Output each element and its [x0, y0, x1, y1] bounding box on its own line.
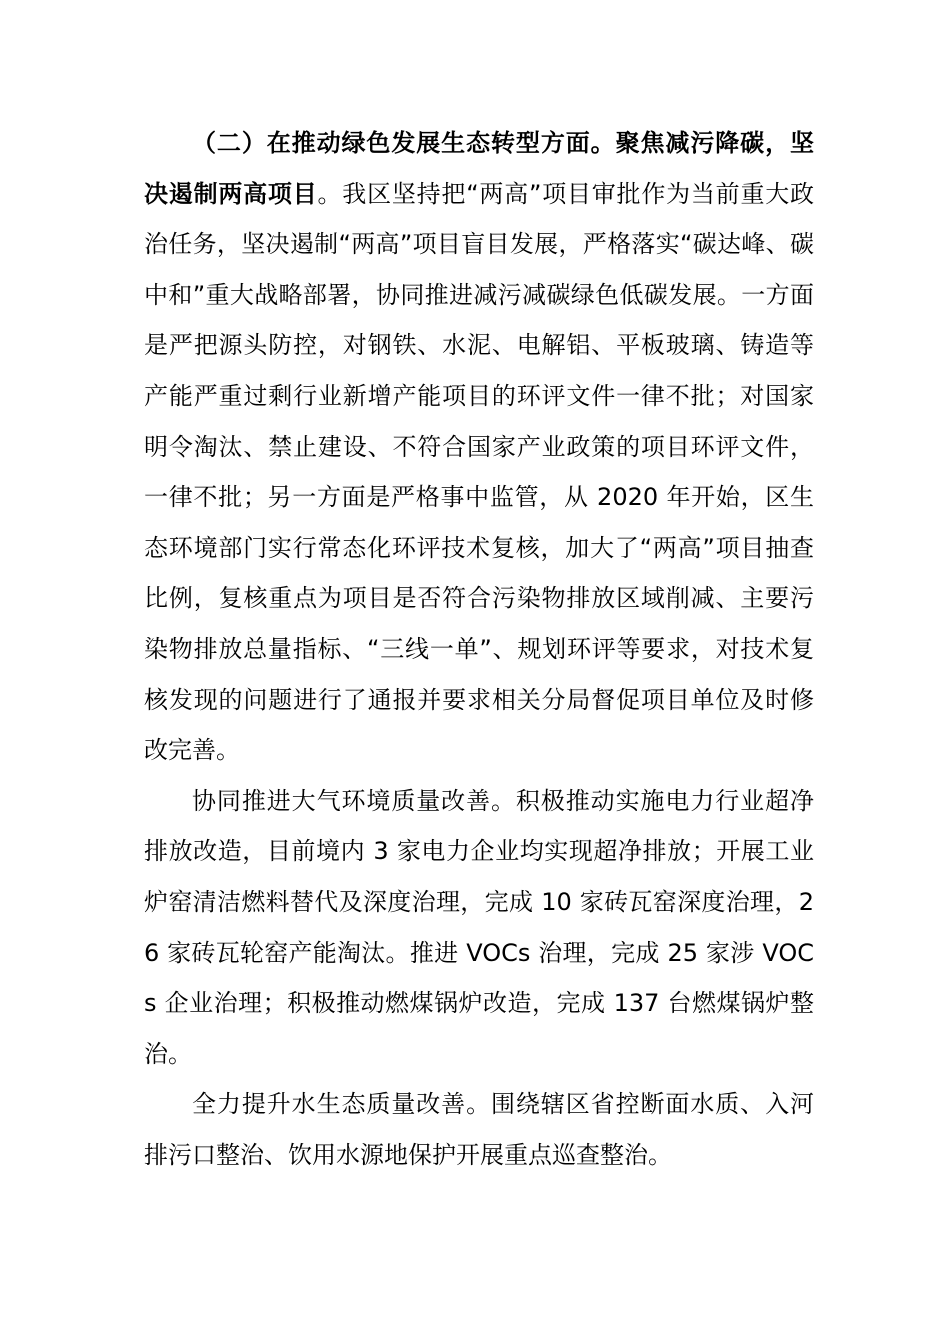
paragraph-green-development [144, 118, 814, 776]
paragraph-air-quality [144, 776, 814, 1080]
paragraph-text: 我区坚持把“两高”项目审批作为当前重大政治任务，坚决遏制“两高”项目盲目发展，严格落实“碳达峰、碳中和”重大战略部署，协同推进减污减碳绿色低碳发展。一方面是严把源头防控，对钢铁、水泥、电解铝、平板玻璃、铸造等产能严重过剩行业新增产能项目的环评文件一律不批；对国家明令淘汰、禁止建设、不符合国家产业政策的项目环评文件，一律不批；另一方面是严格事中监管，从 2020 年开始，区生态环境部门实行常态化环评技术复核，加大了“两高”项目抽查比例，复核重点为项目是否符合污染物排放区域削减、主要污染物排放总量指标、“三线一单”、规划环评等要求，对技术复核发现的问题进行了通报并要求相关分局督促项目单位及时修改完善。 [144, 179, 815, 765]
heading-period: 。 [317, 179, 343, 208]
paragraph-text: 全力提升水生态质量改善。围绕辖区省控断面水质、入河排污口整治、饮用水源地保护开展重点巡查整治。 [144, 1090, 814, 1169]
paragraph-text: 协同推进大气环境质量改善。积极推动实施电力行业超净排放改造，目前境内 3 家电力企业均实现超净排放；开展工业炉窑清洁燃料替代及深度治理，完成 10 家砖瓦窑深度治理，26 家砖瓦轮窑产能淘汰。推进 VOCs 治理，完成 25 家涉 VOCs 企业治理；积极推动燃煤锅炉改造，完成 137 台燃煤锅炉整治。 [144, 786, 814, 1068]
section-heading: （二）在推动绿色发展生态转型方面。聚焦减污降碳，坚决遏制两高项目 [144, 129, 814, 208]
document-body [144, 118, 814, 1180]
paragraph-water-quality [144, 1079, 814, 1180]
